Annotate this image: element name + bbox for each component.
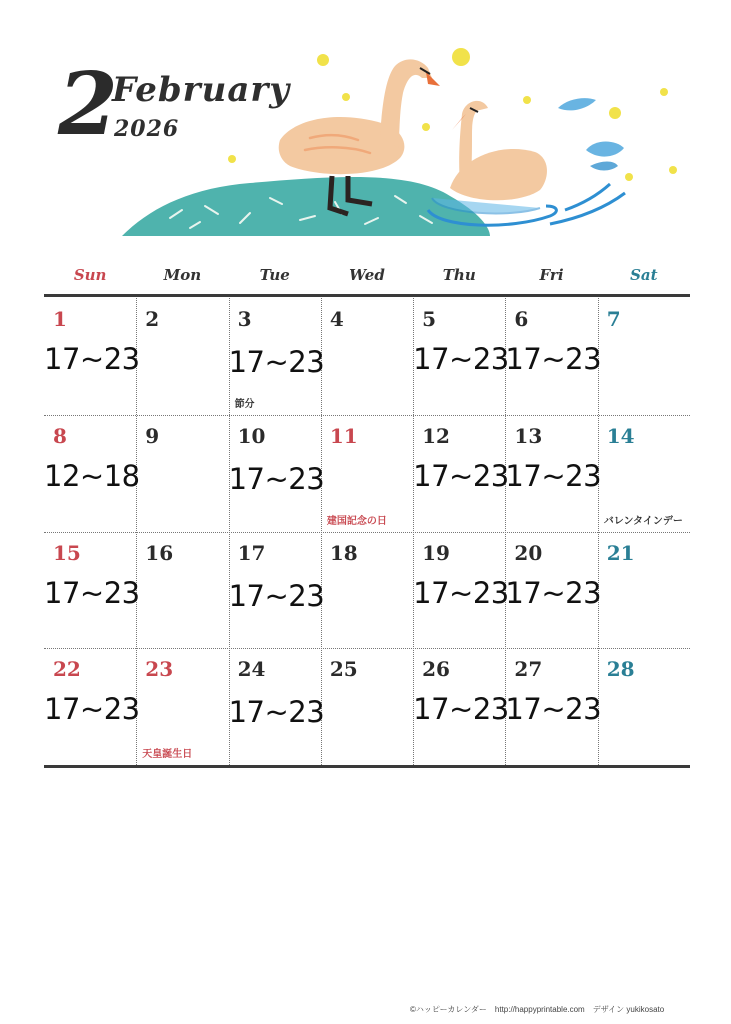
month-name: February	[112, 70, 291, 110]
weekday-mon: Mon	[163, 266, 202, 284]
bottom-rule	[44, 765, 690, 768]
weekday-header	[44, 266, 690, 292]
day-cell[interactable]	[228, 648, 325, 765]
day-cell[interactable]	[321, 298, 413, 415]
weekday-sat: Sat	[630, 266, 658, 284]
day-cell[interactable]	[413, 648, 509, 765]
day-cell[interactable]	[505, 298, 602, 415]
day-number: 19	[422, 540, 450, 565]
day-number: 25	[329, 657, 358, 682]
day-number: 16	[145, 540, 174, 565]
day-cell[interactable]	[598, 298, 690, 415]
day-cell[interactable]	[413, 415, 509, 532]
day-note: 建国記念の日	[326, 515, 387, 527]
top-rule	[44, 294, 690, 297]
shift-hours: 17~23	[505, 692, 602, 727]
day-cell[interactable]	[228, 532, 325, 649]
day-number: 13	[514, 423, 543, 448]
day-cell[interactable]	[228, 298, 325, 415]
shift-hours: 17~23	[44, 342, 140, 376]
month-number: 2	[58, 54, 118, 155]
day-number: 2	[145, 307, 160, 331]
day-cell[interactable]	[321, 532, 413, 649]
shift-hours: 17~23	[44, 692, 140, 727]
day-number: 21	[606, 540, 635, 565]
shift-hours: 17~23	[413, 458, 509, 493]
day-number: 9	[145, 423, 160, 448]
day-number: 8	[53, 423, 67, 448]
day-note: 節分	[234, 398, 255, 410]
weekday-fri: Fri	[539, 266, 564, 284]
day-number: 15	[53, 540, 81, 565]
swan-illustration	[110, 38, 690, 248]
year: 2026	[114, 116, 180, 142]
day-cell[interactable]	[136, 415, 228, 532]
day-number: 4	[329, 307, 344, 331]
day-number: 14	[606, 423, 635, 448]
day-cell[interactable]	[228, 415, 325, 532]
day-cell[interactable]	[413, 298, 509, 415]
day-cell[interactable]	[505, 532, 602, 649]
shift-hours: 17~23	[505, 458, 602, 493]
day-number: 17	[237, 540, 266, 565]
day-cell[interactable]	[413, 532, 509, 649]
day-number: 28	[606, 657, 635, 682]
day-cell[interactable]	[598, 415, 690, 532]
day-cell[interactable]	[44, 415, 140, 532]
day-cell[interactable]	[136, 648, 228, 765]
shift-hours: 17~23	[505, 342, 602, 376]
shift-hours: 17~23	[228, 345, 325, 379]
day-number: 10	[237, 423, 266, 448]
calendar-grid	[44, 298, 690, 765]
shift-hours: 17~23	[413, 692, 509, 727]
shift-hours: 17~23	[228, 461, 325, 496]
shift-hours: 17~23	[505, 575, 602, 610]
day-number: 11	[329, 423, 358, 448]
day-number: 24	[237, 657, 266, 682]
day-cell[interactable]	[44, 532, 140, 649]
day-cell[interactable]	[505, 415, 602, 532]
day-cell[interactable]	[321, 648, 413, 765]
day-number: 26	[422, 657, 450, 682]
shift-hours: 17~23	[44, 575, 140, 610]
shift-hours: 12~18	[44, 458, 140, 493]
day-cell[interactable]	[505, 648, 602, 765]
day-cell[interactable]	[598, 532, 690, 649]
day-number: 22	[53, 657, 81, 682]
day-cell[interactable]	[44, 648, 140, 765]
day-number: 27	[514, 657, 543, 682]
day-number: 1	[53, 307, 67, 331]
weekday-tue: Tue	[259, 266, 290, 284]
weekday-sun: Sun	[73, 266, 107, 284]
day-number: 12	[422, 423, 450, 448]
day-cell[interactable]	[598, 648, 690, 765]
day-cell[interactable]	[44, 298, 140, 415]
weekday-thu: Thu	[442, 266, 476, 284]
day-cell[interactable]	[136, 532, 228, 649]
shift-hours: 17~23	[228, 695, 325, 730]
day-number: 3	[237, 307, 252, 331]
day-cell[interactable]	[136, 298, 228, 415]
day-note: バレンタインデー	[603, 515, 683, 527]
weekday-wed: Wed	[349, 266, 385, 284]
day-number: 20	[514, 540, 543, 565]
day-number: 18	[329, 540, 358, 565]
day-number: 23	[145, 657, 174, 682]
day-cell[interactable]	[321, 415, 413, 532]
shift-hours: 17~23	[228, 578, 325, 613]
day-number: 7	[606, 307, 621, 331]
shift-hours: 17~23	[413, 342, 509, 376]
day-note: 天皇誕生日	[142, 749, 193, 760]
day-number: 5	[422, 307, 437, 331]
day-number: 6	[514, 307, 529, 331]
footer-credit: ©ハッピーカレンダー http://happyprintable.com デザイン yukikosato	[410, 1005, 665, 1014]
shift-hours: 17~23	[413, 575, 509, 610]
